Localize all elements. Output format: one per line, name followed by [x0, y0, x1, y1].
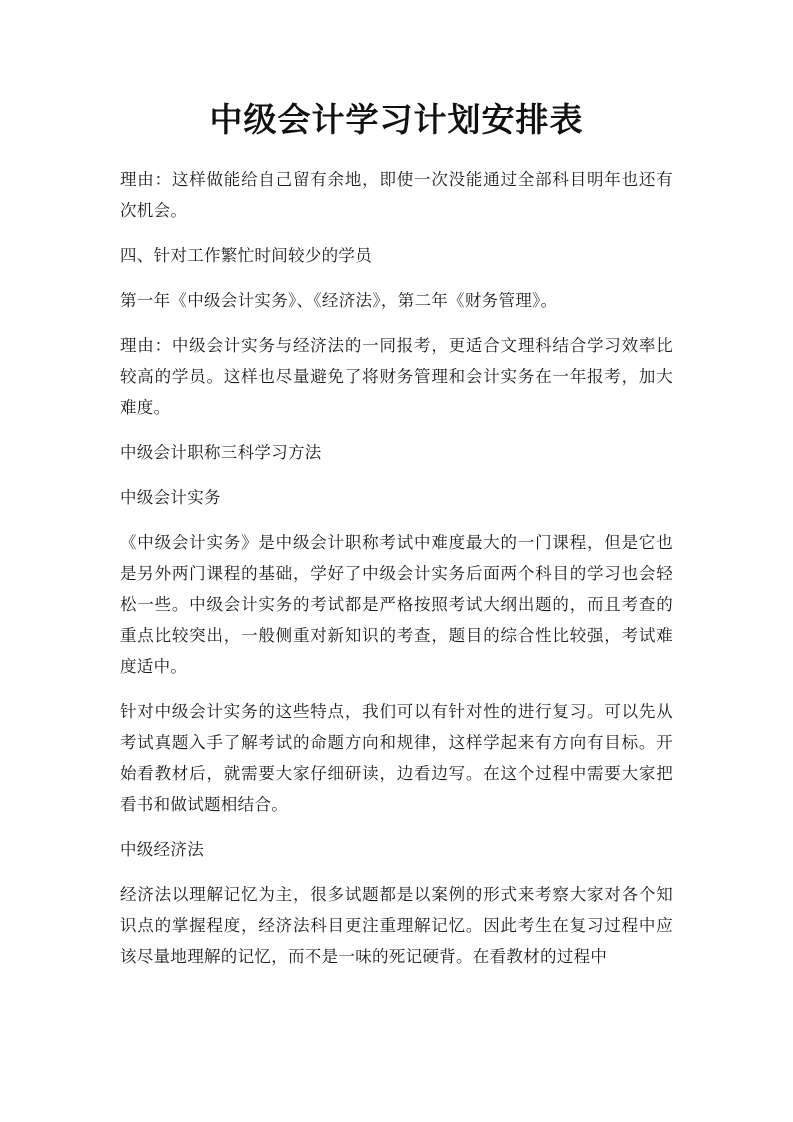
paragraph-plan: 第一年《中级会计实务》、《经济法》，第二年《财务管理》。 — [120, 291, 558, 310]
paragraph-reason-2: 理由：中级会计实务与经济法的一同报考，更适合文理科结合学习效率比较高的学员。这样也尽量避免了将财务管理和会计实务在一年报考，加大难度。 — [120, 336, 673, 417]
subheading-economic-law: 中级经济法 — [120, 840, 204, 859]
document-body — [120, 164, 673, 972]
document-title: 中级会计学习计划安排表 — [209, 100, 584, 139]
section-heading-busy-learners: 四、针对工作繁忙时间较少的学员 — [120, 246, 372, 265]
paragraph-reason-1: 理由：这样做能给自己留有余地，即使一次没能通过全部科目明年也还有次机会。 — [120, 170, 673, 220]
section-heading-methods: 中级会计职称三科学习方法 — [120, 443, 322, 462]
paragraph-accounting-practice-method: 针对中级会计实务的这些特点，我们可以有针对性的进行复习。可以先从考试真题入手了解考试的命题方向和规律，这样学起来有方向有目标。开始看教材后，就需要大家仔细研读，边看边写。在这个过程中需要大家把看书和做试题相结合。 — [120, 702, 673, 814]
paragraph-economic-law: 经济法以理解记忆为主，很多试题都是以案例的形式来考察大家对各个知识点的掌握程度，经济法科目更注重理解记忆。因此考生在复习过程中应该尽量地理解的记忆，而不是一味的死记硬背。在看教材的过程中 — [120, 885, 673, 966]
paragraph-accounting-practice-intro: 《中级会计实务》是中级会计职称考试中难度最大的一门课程，但是它也是另外两门课程的基础，学好了中级会计实务后面两个科目的学习也会轻松一些。中级会计实务的考试都是严格按照考试大纲出题的，而且考查的重点比较突出，一般侧重对新知识的考查，题目的综合性比较强，考试难度适中。 — [120, 533, 673, 676]
subheading-accounting-practice: 中级会计实务 — [120, 488, 221, 507]
